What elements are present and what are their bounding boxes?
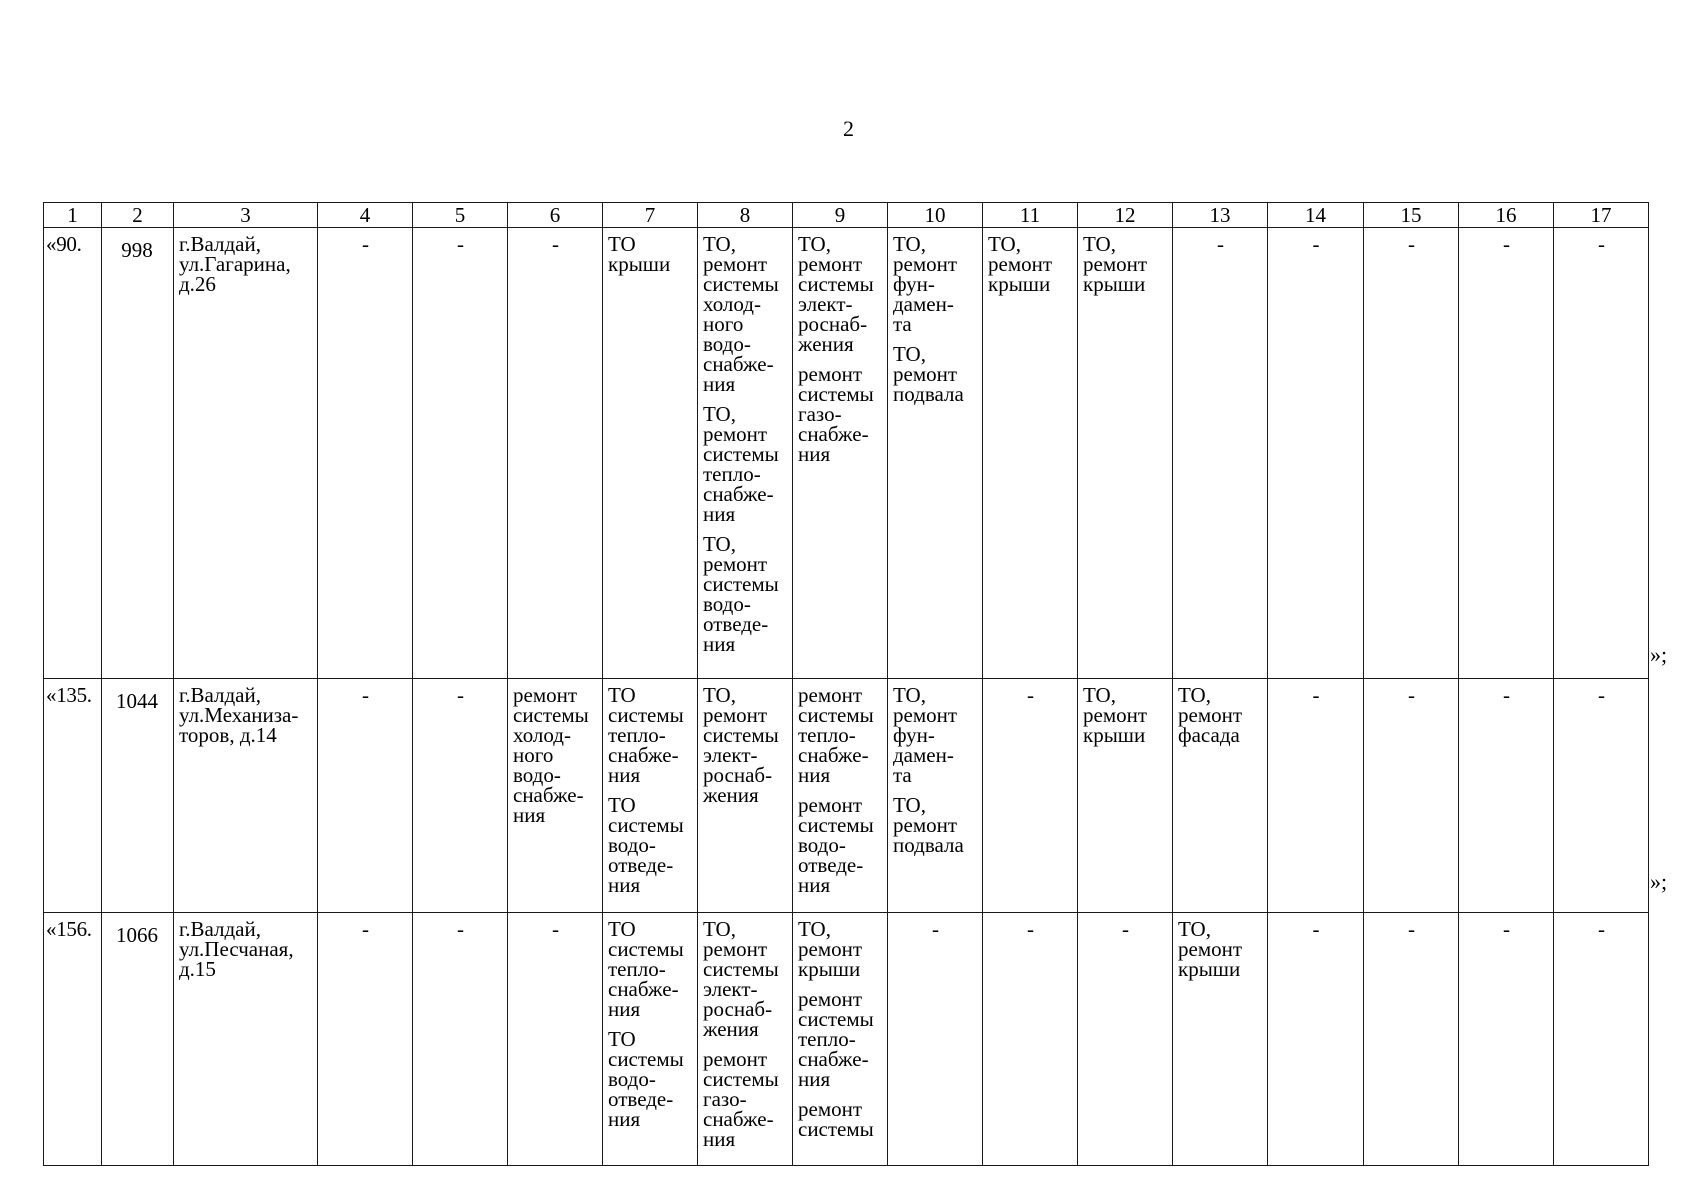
work-entry-line: ного bbox=[703, 312, 744, 336]
column-header: 3 bbox=[174, 203, 318, 228]
address-line: ул.Механиза- bbox=[179, 703, 299, 727]
work-entry-line: ТО, bbox=[798, 917, 831, 941]
address-cell bbox=[174, 228, 318, 679]
empty-dash-cell: - bbox=[1459, 679, 1554, 913]
work-entry-line: ремонт bbox=[798, 793, 863, 817]
work-entry-line: водо- bbox=[798, 833, 846, 857]
work-entry bbox=[1083, 685, 1168, 745]
work-entry-line: крыши bbox=[1083, 723, 1146, 747]
work-entry-line: ремонт bbox=[893, 252, 958, 276]
work-entry-line: системы bbox=[703, 723, 779, 747]
work-entry-line: ния bbox=[703, 1127, 736, 1151]
work-entry-line: ТО, bbox=[893, 683, 926, 707]
work-entry-line: подвала bbox=[893, 382, 964, 406]
work-entry bbox=[798, 234, 883, 354]
empty-dash-cell: - bbox=[1364, 228, 1459, 679]
work-entry-line: жения bbox=[798, 332, 854, 356]
work-type-cell bbox=[698, 228, 793, 679]
work-entry bbox=[703, 919, 788, 1039]
empty-dash-cell: - bbox=[1364, 913, 1459, 1166]
work-type-cell bbox=[793, 679, 888, 913]
work-entry-line: ремонт bbox=[1178, 703, 1243, 727]
work-entry-line: снабже- bbox=[608, 743, 679, 767]
work-entry-line: ремонт bbox=[703, 937, 768, 961]
column-header: 5 bbox=[413, 203, 508, 228]
column-header: 16 bbox=[1459, 203, 1554, 228]
work-entry-line: снабже- bbox=[703, 482, 774, 506]
work-entry-line: ния bbox=[703, 632, 736, 656]
address-line: ул.Песчаная, bbox=[179, 937, 294, 961]
work-entry-line: ния bbox=[608, 873, 641, 897]
work-entry-line: тепло- bbox=[608, 957, 666, 981]
column-header: 2 bbox=[102, 203, 174, 228]
work-type-cell bbox=[888, 679, 983, 913]
empty-dash-cell: - bbox=[318, 228, 413, 679]
work-entry bbox=[608, 795, 693, 895]
work-entry-line: ния bbox=[608, 1107, 641, 1131]
work-entry bbox=[988, 234, 1073, 294]
address-line: д.15 bbox=[179, 957, 216, 981]
work-entry-line: ния bbox=[703, 502, 736, 526]
work-entry-line: системы bbox=[798, 813, 874, 837]
work-entry bbox=[703, 685, 788, 805]
work-entry-line: жения bbox=[703, 1017, 759, 1041]
work-entry bbox=[608, 1029, 693, 1129]
work-type-cell bbox=[1173, 913, 1268, 1166]
work-entry-line: системы bbox=[608, 813, 684, 837]
work-type-cell bbox=[603, 228, 698, 679]
work-entry-line: ремонт bbox=[988, 252, 1053, 276]
work-entry-line: ния bbox=[608, 997, 641, 1021]
work-entry bbox=[1178, 919, 1263, 979]
column-header: 4 bbox=[318, 203, 413, 228]
column-header: 8 bbox=[698, 203, 793, 228]
work-entry bbox=[893, 795, 978, 855]
work-entry-line: роснаб- bbox=[703, 997, 773, 1021]
work-entry-line: системы bbox=[608, 703, 684, 727]
address-line: г.Валдай, bbox=[179, 683, 261, 707]
work-entry-line: фун- bbox=[893, 723, 935, 747]
work-entry-line: снабже- bbox=[513, 783, 584, 807]
work-entry-line: роснаб- bbox=[798, 312, 868, 336]
work-entry-line: отведе- bbox=[608, 853, 674, 877]
empty-dash-cell: - bbox=[983, 679, 1078, 913]
work-type-cell bbox=[603, 913, 698, 1166]
work-type-cell bbox=[1173, 679, 1268, 913]
address-cell bbox=[174, 679, 318, 913]
column-header: 14 bbox=[1268, 203, 1364, 228]
work-entry-line: водо- bbox=[703, 332, 751, 356]
work-entry-line: системы bbox=[703, 442, 779, 466]
column-header: 9 bbox=[793, 203, 888, 228]
work-entry-line: элект- bbox=[798, 292, 853, 316]
house-id-cell: 998 bbox=[102, 228, 174, 679]
work-entry-line: ремонт bbox=[798, 362, 863, 386]
work-entry bbox=[703, 534, 788, 654]
work-entry-line: ТО, bbox=[703, 917, 736, 941]
work-entry-line: ремонт bbox=[893, 703, 958, 727]
work-entry-line: ТО, bbox=[893, 232, 926, 256]
work-entry-line: ТО, bbox=[703, 402, 736, 426]
address-line: ул.Гагарина, bbox=[179, 252, 291, 276]
empty-dash-cell: - bbox=[318, 679, 413, 913]
work-entry bbox=[1083, 234, 1168, 294]
work-entry-line: подвала bbox=[893, 833, 964, 857]
work-entry-line: тепло- bbox=[798, 1027, 856, 1051]
work-entry-line: ТО, bbox=[893, 793, 926, 817]
address-line: д.26 bbox=[179, 272, 216, 296]
work-entry-line: ТО, bbox=[798, 232, 831, 256]
work-entry bbox=[703, 404, 788, 524]
work-entry-line: тепло- bbox=[703, 462, 761, 486]
work-type-cell bbox=[888, 228, 983, 679]
empty-dash-cell: - bbox=[413, 228, 508, 679]
work-entry-line: ТО, bbox=[1178, 917, 1211, 941]
work-entry-line: снабже- bbox=[798, 1047, 869, 1071]
work-entry-line: тепло- bbox=[798, 723, 856, 747]
work-type-cell bbox=[1078, 228, 1173, 679]
work-entry-line: ния bbox=[798, 1067, 831, 1091]
work-entry-line: тепло- bbox=[608, 723, 666, 747]
work-entry-line: ния bbox=[798, 442, 831, 466]
work-entry-line: системы bbox=[798, 1007, 874, 1031]
work-entry-line: ТО, bbox=[893, 342, 926, 366]
work-type-cell bbox=[603, 679, 698, 913]
empty-dash-cell: - bbox=[983, 913, 1078, 1166]
work-entry-line: ремонт bbox=[703, 252, 768, 276]
work-entry bbox=[798, 989, 883, 1089]
work-entry-line: крыши bbox=[988, 272, 1051, 296]
column-header: 15 bbox=[1364, 203, 1459, 228]
work-entry-line: системы bbox=[703, 957, 779, 981]
empty-dash-cell: - bbox=[1554, 679, 1649, 913]
column-number-row bbox=[44, 203, 1649, 228]
work-entry-line: газо- bbox=[703, 1087, 747, 1111]
work-entry bbox=[798, 1099, 883, 1139]
column-header: 1 bbox=[44, 203, 102, 228]
work-entry-line: ния bbox=[703, 372, 736, 396]
empty-dash-cell: - bbox=[1554, 228, 1649, 679]
work-entry-line: ремонт bbox=[1083, 703, 1148, 727]
work-entry-line: ТО, bbox=[1178, 683, 1211, 707]
address-line: г.Валдай, bbox=[179, 917, 261, 941]
empty-dash-cell: - bbox=[1364, 679, 1459, 913]
work-entry-line: отведе- bbox=[703, 612, 769, 636]
work-entry-line: ремонт bbox=[1083, 252, 1148, 276]
empty-dash-cell: - bbox=[1268, 679, 1364, 913]
work-entry-line: ного bbox=[513, 743, 554, 767]
work-entry-line: системы bbox=[798, 1117, 874, 1141]
work-entry-line: фун- bbox=[893, 272, 935, 296]
work-type-cell bbox=[698, 679, 793, 913]
work-entry bbox=[703, 234, 788, 394]
work-entry bbox=[798, 919, 883, 979]
empty-dash-cell: - bbox=[413, 679, 508, 913]
page-number: 2 bbox=[843, 116, 854, 141]
work-entry-line: ремонт bbox=[703, 422, 768, 446]
work-entry-line: дамен- bbox=[893, 743, 954, 767]
work-entry bbox=[608, 685, 693, 785]
work-type-cell bbox=[508, 679, 603, 913]
work-entry-line: ремонт bbox=[703, 1047, 768, 1071]
table-row bbox=[44, 913, 1649, 1166]
empty-dash-cell: - bbox=[888, 913, 983, 1166]
work-entry-line: отведе- bbox=[798, 853, 864, 877]
work-entry-line: ТО, bbox=[988, 232, 1021, 256]
table-row bbox=[44, 228, 1649, 679]
work-type-cell bbox=[983, 228, 1078, 679]
work-entry-line: холод- bbox=[703, 292, 761, 316]
empty-dash-cell: - bbox=[508, 228, 603, 679]
row-closing-mark: »; bbox=[1650, 642, 1668, 667]
work-entry-line: роснаб- bbox=[703, 763, 773, 787]
empty-dash-cell: - bbox=[1268, 228, 1364, 679]
work-entry-line: ремонт bbox=[893, 362, 958, 386]
work-type-cell bbox=[793, 913, 888, 1166]
row-number-cell: «90. bbox=[44, 228, 102, 679]
work-entry-line: ТО bbox=[608, 793, 636, 817]
work-type-cell bbox=[793, 228, 888, 679]
work-entry-line: системы bbox=[703, 272, 779, 296]
work-entry-line: системы bbox=[798, 703, 874, 727]
work-entry-line: крыши bbox=[608, 252, 671, 276]
work-entry-line: ремонт bbox=[798, 987, 863, 1011]
column-header: 11 bbox=[983, 203, 1078, 228]
work-entry-line: жения bbox=[703, 783, 759, 807]
work-entry-line: крыши bbox=[1178, 957, 1241, 981]
work-entry-line: ТО bbox=[608, 683, 636, 707]
work-entry-line: ремонт bbox=[798, 683, 863, 707]
work-entry-line: та bbox=[893, 312, 912, 336]
work-entry-line: элект- bbox=[703, 743, 758, 767]
work-entry-line: крыши bbox=[798, 957, 861, 981]
table-header bbox=[44, 203, 1649, 228]
row-number-cell: «135. bbox=[44, 679, 102, 913]
empty-dash-cell: - bbox=[1554, 913, 1649, 1166]
work-entry-line: системы bbox=[703, 1067, 779, 1091]
row-closing-mark: »; bbox=[1650, 869, 1668, 894]
work-entry-line: ремонт bbox=[893, 813, 958, 837]
empty-dash-cell: - bbox=[1459, 228, 1554, 679]
work-entry bbox=[893, 685, 978, 785]
work-entry bbox=[798, 795, 883, 895]
work-entry-line: ремонт bbox=[703, 552, 768, 576]
empty-dash-cell: - bbox=[1078, 913, 1173, 1166]
column-header: 6 bbox=[508, 203, 603, 228]
work-entry-line: системы bbox=[703, 572, 779, 596]
work-entry bbox=[608, 234, 693, 274]
repair-schedule-table bbox=[43, 202, 1649, 1166]
work-entry-line: ТО bbox=[608, 1027, 636, 1051]
work-entry-line: та bbox=[893, 763, 912, 787]
work-entry-line: ния bbox=[608, 763, 641, 787]
work-entry-line: снабже- bbox=[703, 1107, 774, 1131]
work-entry-line: системы bbox=[608, 1047, 684, 1071]
work-entry-line: фасада bbox=[1178, 723, 1240, 747]
work-entry bbox=[798, 685, 883, 785]
work-entry-line: ния bbox=[798, 873, 831, 897]
work-entry-line: системы bbox=[798, 272, 874, 296]
empty-dash-cell: - bbox=[508, 913, 603, 1166]
house-id-cell: 1066 bbox=[102, 913, 174, 1166]
work-entry-line: ТО, bbox=[703, 232, 736, 256]
work-entry bbox=[703, 1049, 788, 1149]
work-entry-line: газо- bbox=[798, 402, 842, 426]
empty-dash-cell: - bbox=[1173, 228, 1268, 679]
empty-dash-cell: - bbox=[318, 913, 413, 1166]
column-header: 10 bbox=[888, 203, 983, 228]
work-entry-line: ТО, bbox=[1083, 683, 1116, 707]
table-body bbox=[44, 228, 1649, 1166]
work-entry-line: снабже- bbox=[703, 352, 774, 376]
work-entry bbox=[798, 364, 883, 464]
table-row bbox=[44, 679, 1649, 913]
work-entry-line: ТО, bbox=[1083, 232, 1116, 256]
address-cell bbox=[174, 913, 318, 1166]
work-entry-line: снабже- bbox=[798, 422, 869, 446]
work-entry-line: ТО, bbox=[703, 532, 736, 556]
work-entry-line: ремонт bbox=[798, 937, 863, 961]
work-entry bbox=[893, 344, 978, 404]
work-entry-line: ремонт bbox=[798, 1097, 863, 1121]
work-entry-line: холод- bbox=[513, 723, 571, 747]
empty-dash-cell: - bbox=[1459, 913, 1554, 1166]
work-entry-line: водо- bbox=[608, 833, 656, 857]
work-entry-line: ния bbox=[798, 763, 831, 787]
work-entry-line: ремонт bbox=[703, 703, 768, 727]
work-entry-line: ремонт bbox=[798, 252, 863, 276]
work-entry-line: водо- bbox=[513, 763, 561, 787]
work-entry-line: водо- bbox=[703, 592, 751, 616]
work-entry-line: ремонт bbox=[513, 683, 578, 707]
address-line: торов, д.14 bbox=[179, 723, 277, 747]
work-entry-line: системы bbox=[798, 382, 874, 406]
work-entry-line: ремонт bbox=[1178, 937, 1243, 961]
address-line: г.Валдай, bbox=[179, 232, 261, 256]
work-entry bbox=[893, 234, 978, 334]
house-id-cell: 1044 bbox=[102, 679, 174, 913]
work-entry-line: ТО bbox=[608, 232, 636, 256]
column-header: 13 bbox=[1173, 203, 1268, 228]
work-entry-line: дамен- bbox=[893, 292, 954, 316]
work-entry-line: ния bbox=[513, 803, 546, 827]
work-entry bbox=[513, 685, 598, 825]
work-entry bbox=[608, 919, 693, 1019]
column-header: 7 bbox=[603, 203, 698, 228]
work-entry-line: системы bbox=[608, 937, 684, 961]
work-entry bbox=[1178, 685, 1263, 745]
column-header: 17 bbox=[1554, 203, 1649, 228]
work-entry-line: водо- bbox=[608, 1067, 656, 1091]
work-entry-line: элект- bbox=[703, 977, 758, 1001]
row-number-cell: «156. bbox=[44, 913, 102, 1166]
work-entry-line: снабже- bbox=[798, 743, 869, 767]
work-entry-line: снабже- bbox=[608, 977, 679, 1001]
work-type-cell bbox=[1078, 679, 1173, 913]
empty-dash-cell: - bbox=[413, 913, 508, 1166]
work-entry-line: ТО, bbox=[703, 683, 736, 707]
work-type-cell bbox=[698, 913, 793, 1166]
work-entry-line: системы bbox=[513, 703, 589, 727]
work-entry-line: отведе- bbox=[608, 1087, 674, 1111]
work-entry-line: крыши bbox=[1083, 272, 1146, 296]
column-header: 12 bbox=[1078, 203, 1173, 228]
work-entry-line: ТО bbox=[608, 917, 636, 941]
empty-dash-cell: - bbox=[1268, 913, 1364, 1166]
